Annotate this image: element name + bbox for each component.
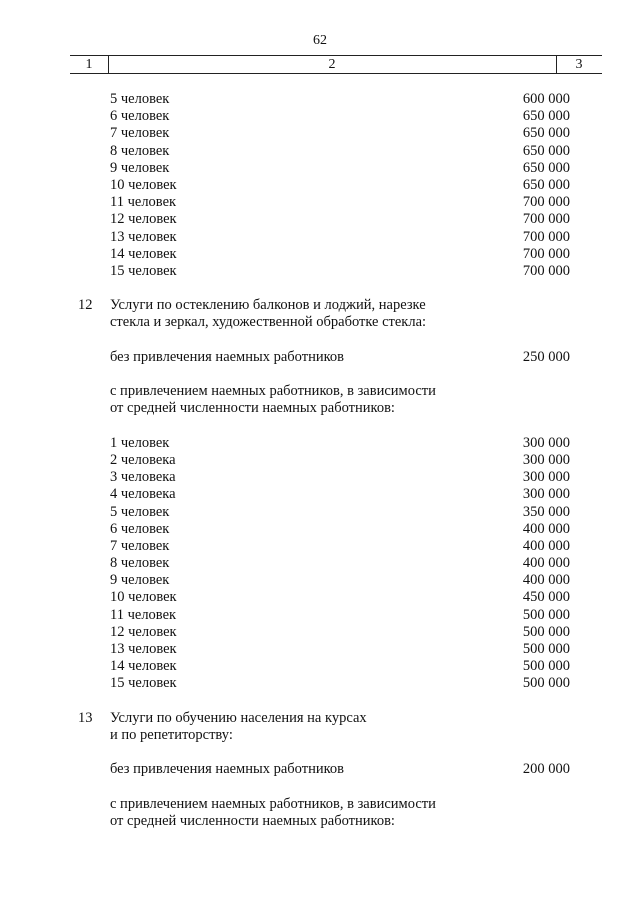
row-amount: 500 000: [522, 606, 570, 623]
table-row: [70, 143, 602, 160]
row-description: 9 человек: [110, 572, 170, 589]
table-row: [70, 813, 602, 830]
table-row: [70, 108, 602, 125]
row-amount: 600 000: [522, 91, 570, 107]
row-amount: 700 000: [522, 245, 570, 262]
table-row: [70, 469, 602, 486]
row-amount: 650 000: [522, 125, 570, 142]
row-number: 13: [78, 709, 93, 726]
row-description: 15 человек: [110, 262, 177, 279]
row-amount: 650 000: [522, 142, 570, 159]
row-description: 12 человек: [110, 623, 177, 640]
row-amount: 300 000: [522, 486, 570, 503]
row-spacer: [70, 280, 602, 297]
row-description: 7 человек: [110, 125, 170, 142]
table-row: [70, 572, 602, 589]
page-number: 62: [313, 33, 327, 48]
row-amount: 400 000: [522, 520, 570, 537]
row-amount: 300 000: [522, 469, 570, 486]
table-row: [70, 796, 602, 813]
row-description: 5 человек: [110, 91, 170, 107]
row-description: Услуги по обучению населения на курсах: [110, 709, 367, 726]
table-row: [70, 538, 602, 555]
row-spacer: [70, 744, 602, 761]
row-amount: 300 000: [522, 451, 570, 468]
row-description: и по репетиторству:: [110, 726, 233, 743]
table-row: [70, 624, 602, 641]
row-description: 13 человек: [110, 641, 177, 657]
header-col-3: 3: [575, 57, 583, 72]
row-description: без привлечения наемных работников: [110, 348, 344, 365]
row-description: с привлечением наемных работников, в зависимости: [110, 383, 436, 400]
row-description: стекла и зеркал, художественной обработке стекла:: [110, 314, 427, 331]
table-row: [70, 177, 602, 194]
row-spacer: [70, 366, 602, 383]
table-row: [70, 607, 602, 624]
row-amount: 700 000: [522, 194, 570, 211]
header-col-2: 2: [108, 56, 557, 73]
row-description: 3 человека: [110, 469, 176, 486]
table-row: [70, 125, 602, 142]
row-description: без привлечения наемных работников: [110, 761, 344, 778]
table-row: [70, 297, 602, 314]
row-amount: 500 000: [522, 675, 570, 692]
table-row: [70, 589, 602, 606]
table-row: [70, 727, 602, 744]
row-description: 1 человек: [110, 434, 170, 451]
row-amount: 400 000: [522, 537, 570, 554]
table-row: [70, 435, 602, 452]
row-amount: 400 000: [522, 572, 570, 589]
table-row: [70, 452, 602, 469]
row-amount: 700 000: [522, 211, 570, 228]
table-body: [70, 91, 602, 830]
table-row: [70, 400, 602, 417]
table-row: [70, 521, 602, 538]
table-row: [70, 314, 602, 331]
row-description: от средней численности наемных работников:: [110, 400, 395, 417]
row-description: 6 человек: [110, 108, 170, 125]
table-row: [70, 710, 602, 727]
row-description: 15 человек: [110, 675, 177, 692]
row-description: 6 человек: [110, 520, 170, 537]
row-description: от средней численности наемных работников:: [110, 812, 395, 829]
table-row: [70, 349, 602, 366]
row-description: 10 человек: [110, 176, 177, 193]
row-description: 13 человек: [110, 228, 177, 245]
table-row: [70, 504, 602, 521]
row-amount: 650 000: [522, 176, 570, 193]
row-amount: 650 000: [522, 108, 570, 125]
row-amount: 350 000: [522, 503, 570, 520]
row-description: 5 человек: [110, 503, 170, 520]
row-amount: 250 000: [522, 348, 570, 365]
row-amount: 650 000: [522, 159, 570, 176]
row-description: 12 человек: [110, 211, 177, 228]
table-row: [70, 211, 602, 228]
row-amount: 400 000: [522, 555, 570, 572]
row-description: 11 человек: [110, 606, 177, 623]
table-row: [70, 658, 602, 675]
row-amount: 300 000: [522, 434, 570, 451]
row-description: 8 человек: [110, 555, 170, 572]
table-row: [70, 194, 602, 211]
table-row: [70, 160, 602, 177]
row-amount: 500 000: [522, 623, 570, 640]
table-row: [70, 675, 602, 692]
row-amount: 500 000: [522, 641, 570, 657]
row-description: 4 человека: [110, 486, 176, 503]
table-row: [70, 761, 602, 778]
table-row: [70, 246, 602, 263]
row-description: 9 человек: [110, 159, 170, 176]
row-number: 12: [78, 297, 93, 314]
row-spacer: [70, 332, 602, 349]
table-header: [70, 55, 602, 74]
row-description: Услуги по остеклению балконов и лоджий, нарезке: [110, 297, 426, 314]
row-amount: 200 000: [522, 761, 570, 778]
row-description: 8 человек: [110, 142, 170, 159]
table-row: [70, 383, 602, 400]
row-description: 11 человек: [110, 194, 177, 211]
row-amount: 700 000: [522, 228, 570, 245]
row-description: 14 человек: [110, 658, 177, 675]
row-amount: 450 000: [522, 589, 570, 606]
row-description: с привлечением наемных работников, в зависимости: [110, 795, 436, 812]
table-row: [70, 229, 602, 246]
table-row: [70, 91, 602, 108]
row-amount: 500 000: [522, 658, 570, 675]
table-row: [70, 641, 602, 658]
row-spacer: [70, 418, 602, 435]
row-description: 14 человек: [110, 245, 177, 262]
row-spacer: [70, 693, 602, 710]
row-spacer: [70, 779, 602, 796]
row-amount: 700 000: [522, 262, 570, 279]
table-row: [70, 486, 602, 503]
row-description: 10 человек: [110, 589, 177, 606]
row-description: 2 человека: [110, 451, 176, 468]
row-description: 7 человек: [110, 537, 170, 554]
header-col-1: 1: [70, 56, 109, 73]
table-row: [70, 555, 602, 572]
table-row: [70, 263, 602, 280]
